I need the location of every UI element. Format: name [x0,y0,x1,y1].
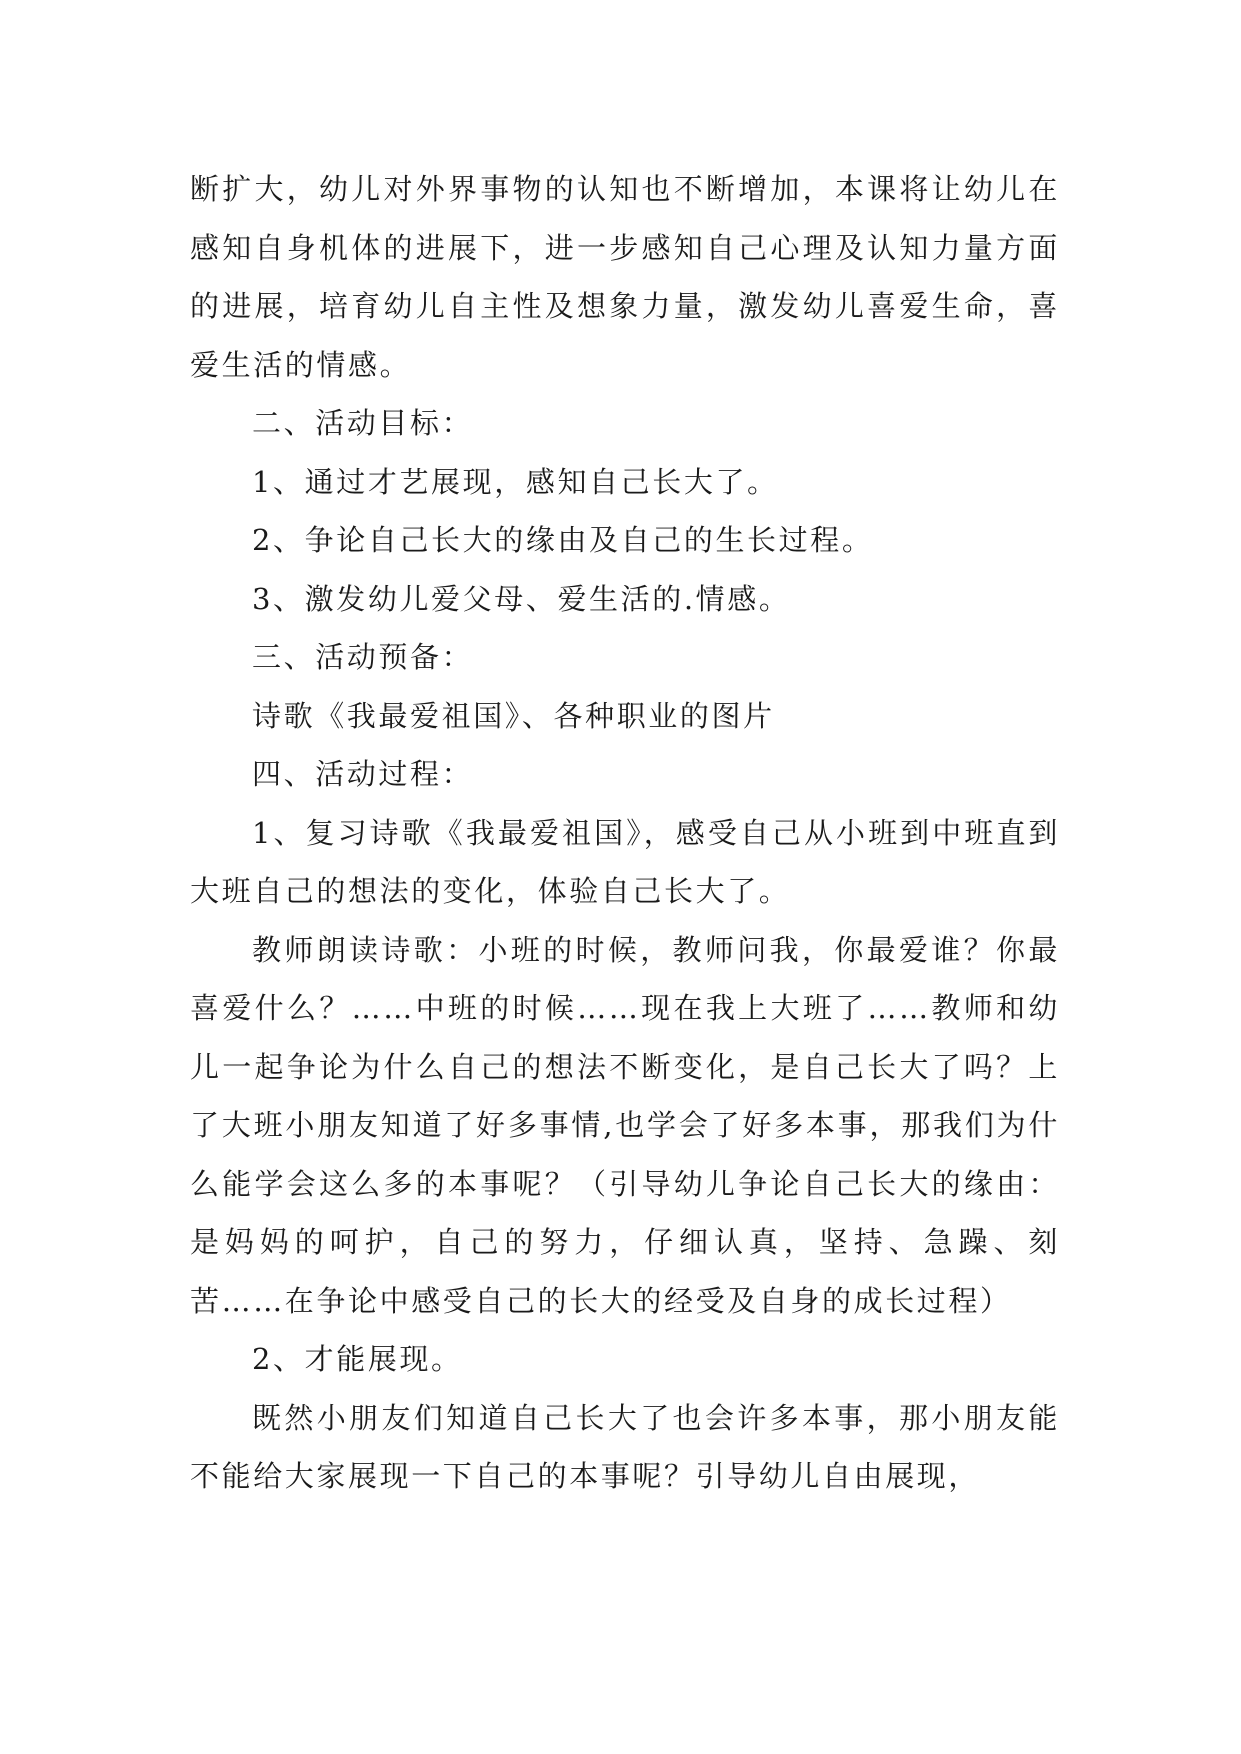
section-heading-goals: 二、活动目标： [252,406,474,440]
section-heading-process: 四、活动过程： [252,757,474,791]
goal-item-1: 1、通过才艺展现，感知自己长大了。 [252,464,779,499]
process-item-1: 1、复习诗歌《我最爱祖国》，感受自己从小班到中班直到大班自己的想法的变化，体验自己长大了。 [190,815,1060,908]
goal-item-3: 3、激发幼儿爱父母、爱生活的.情感。 [252,581,791,616]
process-item-2: 2、才能展现。 [252,1342,463,1376]
section-heading-preparation: 三、活动预备： [252,640,474,674]
goal-item-2: 2、争论自己长大的缘由及自己的生长过程。 [252,523,874,557]
process-detail-paragraph: 教师朗读诗歌：小班的时候，教师问我，你最爱谁？你最喜爱什么？……中班的时候……现在我上大班了……教师和幼儿一起争论为什么自己的想法不断变化，是自己长大了吗？上了大班小朋友知道了好多事情,也学会了好多本事，那我们为什么能学会这么多的本事呢？（引导幼儿争论自己长大的缘由：是妈妈的呵护，自己的努力，仔细认真，坚持、急躁、刻苦……在争论中感受自己的长大的经受及自身的成长过程） [190,932,1060,1318]
document-page [190,160,1060,1506]
body-paragraph: 断扩大，幼儿对外界事物的认知也不断增加，本课将让幼儿在感知自身机体的进展下，进一步感知自己心理及认知力量方面的进展，培育幼儿自主性及想象力量，激发幼儿喜爱生命，喜爱生活的情感。 [190,172,1060,382]
process-detail-paragraph-2: 既然小朋友们知道自己长大了也会许多本事，那小朋友能不能给大家展现一下自己的本事呢？引导幼儿自由展现， [190,1400,1060,1493]
preparation-text: 诗歌《我最爱祖国》、各种职业的图片 [252,698,775,733]
